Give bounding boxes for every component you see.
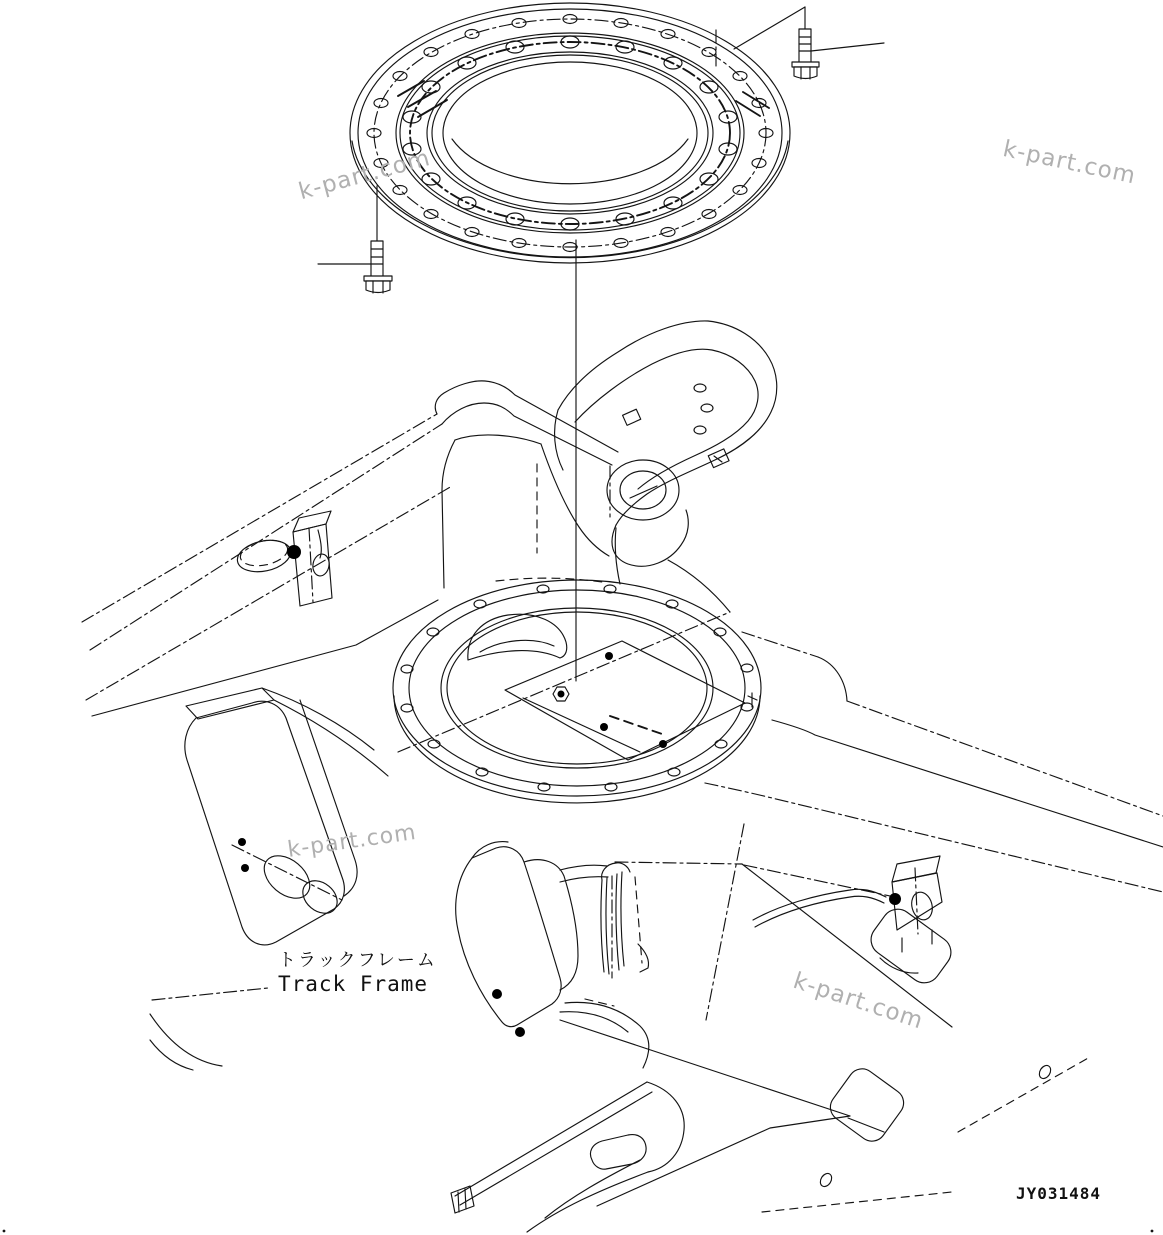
swing-circle-outer-holes <box>367 15 773 252</box>
flange-inner-plate <box>505 641 745 760</box>
boom-bracket <box>555 321 777 612</box>
swing-circle-inner-holes <box>403 36 737 230</box>
blade-bracket-left <box>185 688 388 945</box>
leader-line <box>734 7 805 49</box>
mounting-bolt-left <box>318 186 392 293</box>
assembly-center-line <box>553 240 576 701</box>
bolt-head <box>792 62 819 67</box>
mounting-bolt-right <box>716 7 884 79</box>
page-dot-left <box>3 1230 6 1233</box>
page-dot-right <box>1151 1230 1154 1233</box>
left-frame-beams <box>82 381 618 716</box>
boom-pivot-boss <box>607 460 679 520</box>
frame-flange <box>393 580 761 803</box>
bolt-shank <box>371 241 383 277</box>
drawing-number: JY031484 <box>1016 1184 1102 1203</box>
center-lugs <box>456 842 649 1037</box>
bottom-crossmember <box>451 1082 684 1232</box>
bolt-head <box>364 276 392 281</box>
watermark: k-part.com <box>286 819 418 863</box>
track-frame <box>82 321 1163 1232</box>
watermark: k-part.com <box>789 968 927 1035</box>
swing-circle <box>350 3 790 263</box>
track-frame-callout <box>278 951 437 996</box>
rail-left-hints <box>150 988 268 1070</box>
track-frame-label-jp: トラックフレーム <box>278 950 437 971</box>
clamp-bracket-left <box>234 511 332 606</box>
leader-line <box>811 43 884 51</box>
frame-flange-holes <box>401 585 753 791</box>
track-frame-label-en: Track Frame <box>278 971 429 996</box>
deck-edges <box>705 632 1163 892</box>
watermark: k-part.com <box>1000 136 1139 190</box>
watermark: k-part.com <box>296 144 434 206</box>
bolt-shank <box>799 29 811 63</box>
